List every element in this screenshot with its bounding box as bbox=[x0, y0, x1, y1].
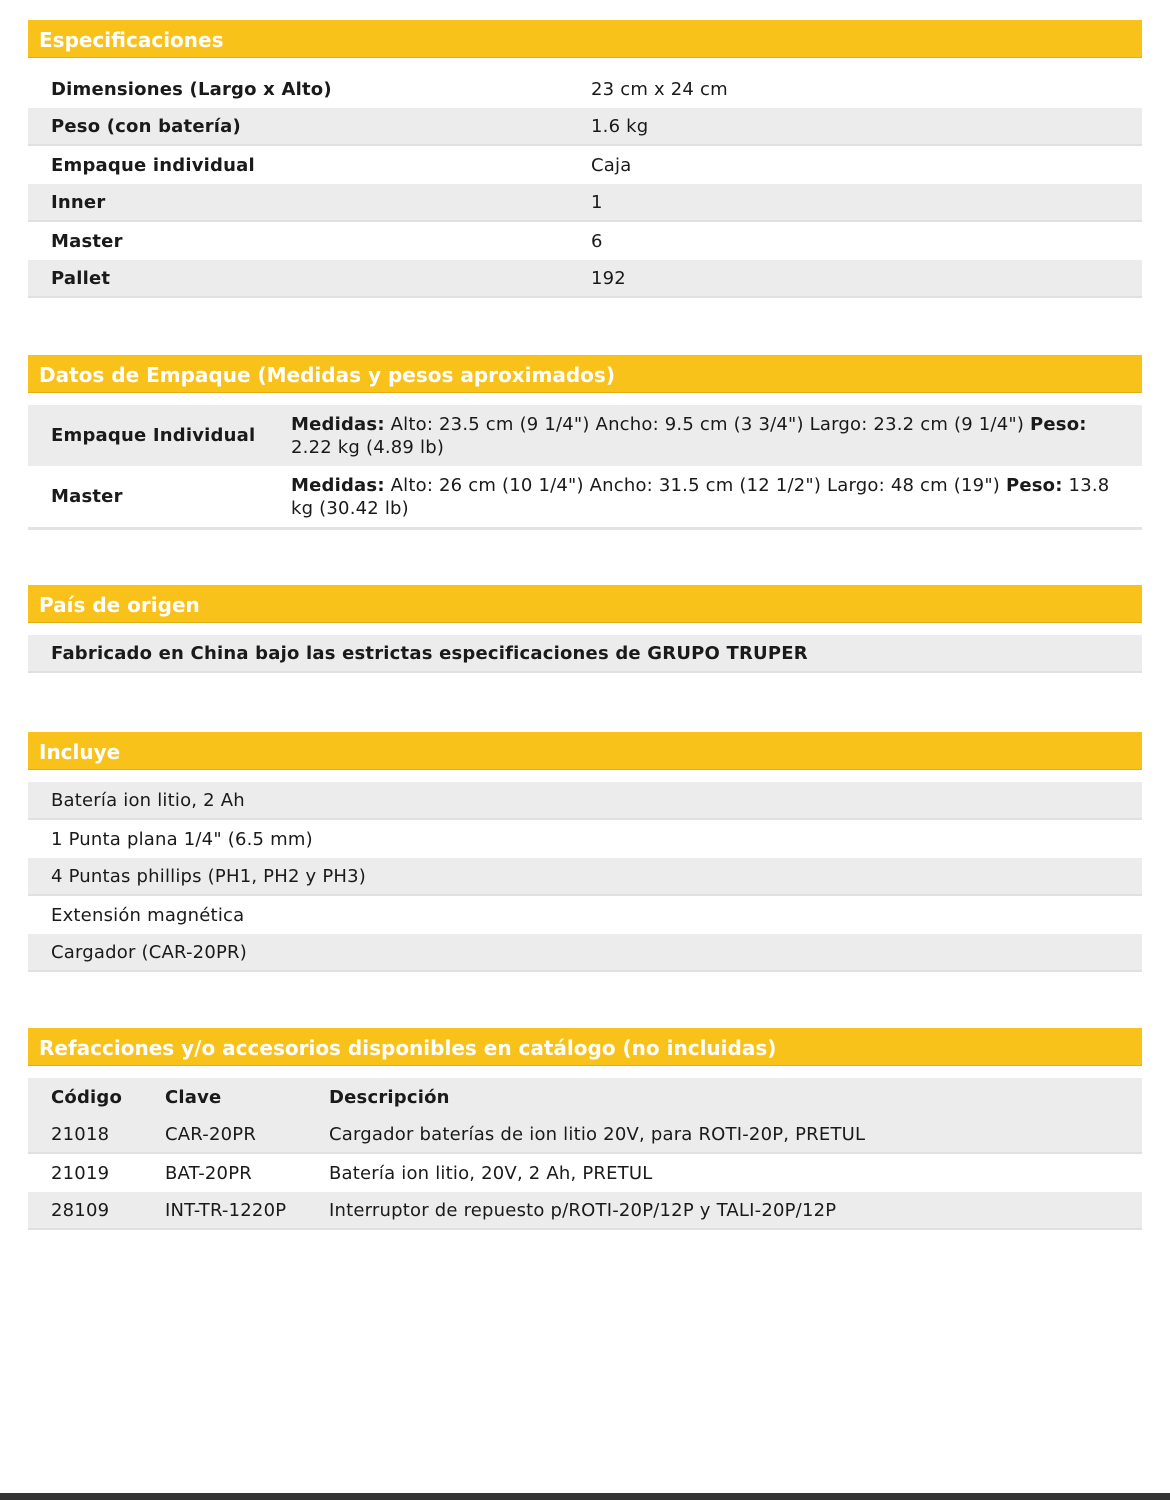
spec-value: 23 cm x 24 cm bbox=[591, 78, 728, 100]
peso-label: Peso: bbox=[1029, 413, 1087, 435]
origen-row bbox=[28, 635, 1142, 673]
especificaciones-section bbox=[28, 20, 1142, 298]
list-item bbox=[28, 782, 1142, 820]
spec-label: Empaque individual bbox=[51, 154, 255, 176]
pack-label: Empaque Individual bbox=[51, 425, 256, 446]
list-item bbox=[28, 934, 1142, 972]
peso-value: 13.8 kg (30.42 lb) bbox=[291, 474, 1110, 519]
spec-label: Pallet bbox=[51, 267, 111, 289]
section-title: Especificaciones bbox=[28, 20, 1142, 58]
peso-value: 2.22 kg (4.89 lb) bbox=[291, 436, 445, 458]
incluye-item: Extensión magnética bbox=[51, 904, 245, 926]
spec-value: 1.6 kg bbox=[591, 115, 649, 137]
spec-row bbox=[28, 222, 1142, 260]
spec-row bbox=[28, 260, 1142, 298]
spec-row bbox=[28, 146, 1142, 184]
spec-label: Dimensiones (Largo x Alto) bbox=[51, 78, 332, 100]
spec-value: 6 bbox=[591, 230, 603, 252]
section-title: Refacciones y/o accesorios disponibles en catálogo (no incluidas) bbox=[28, 1028, 1142, 1066]
peso-label: Peso: bbox=[1005, 474, 1063, 496]
pack-row bbox=[28, 466, 1142, 527]
table-cell: Interruptor de repuesto p/ROTI-20P/12P y TALI-20P/12P bbox=[329, 1199, 837, 1221]
medidas-value: Alto: 26 cm (10 1/4") Ancho: 31.5 cm (12 1/2") Largo: 48 cm (19") bbox=[384, 474, 1006, 496]
divider bbox=[28, 527, 1142, 530]
spec-value: Caja bbox=[591, 154, 632, 176]
pack-value bbox=[291, 413, 1121, 459]
spec-row bbox=[28, 108, 1142, 146]
origen-text: Fabricado en China bajo las estrictas especificaciones de GRUPO TRUPER bbox=[51, 642, 808, 664]
column-header: Descripción bbox=[329, 1086, 450, 1108]
spec-value: 192 bbox=[591, 267, 626, 289]
list-item bbox=[28, 896, 1142, 934]
spec-label: Inner bbox=[51, 191, 106, 213]
spec-label: Master bbox=[51, 230, 123, 252]
footer-bar bbox=[0, 1493, 1170, 1500]
table-row bbox=[28, 1116, 1142, 1154]
table-cell: INT-TR-1220P bbox=[165, 1199, 287, 1221]
medidas-value: Alto: 23.5 cm (9 1/4") Ancho: 9.5 cm (3 3/4") Largo: 23.2 cm (9 1/4") bbox=[384, 413, 1030, 435]
incluye-section bbox=[28, 732, 1142, 972]
incluye-item: Cargador (CAR-20PR) bbox=[51, 941, 247, 963]
table-row bbox=[28, 1192, 1142, 1230]
spec-label: Peso (con batería) bbox=[51, 115, 241, 137]
table-row bbox=[28, 1154, 1142, 1192]
list-item bbox=[28, 858, 1142, 896]
table-cell: Batería ion litio, 20V, 2 Ah, PRETUL bbox=[329, 1162, 653, 1184]
pack-label: Master bbox=[51, 486, 123, 507]
column-header: Código bbox=[51, 1086, 123, 1108]
incluye-item: 4 Puntas phillips (PH1, PH2 y PH3) bbox=[51, 865, 366, 887]
section-title: Datos de Empaque (Medidas y pesos aproximados) bbox=[28, 355, 1142, 393]
table-cell: CAR-20PR bbox=[165, 1123, 257, 1145]
spec-value: 1 bbox=[591, 191, 603, 213]
empaque-section bbox=[28, 355, 1142, 530]
origen-section bbox=[28, 585, 1142, 673]
refacciones-section bbox=[28, 1028, 1142, 1230]
table-cell: 28109 bbox=[51, 1199, 110, 1221]
medidas-label: Medidas: bbox=[291, 413, 385, 435]
spec-row bbox=[28, 70, 1142, 108]
spec-row bbox=[28, 184, 1142, 222]
pack-row bbox=[28, 405, 1142, 466]
section-title: País de origen bbox=[28, 585, 1142, 623]
table-cell: Cargador baterías de ion litio 20V, para ROTI-20P, PRETUL bbox=[329, 1123, 866, 1145]
list-item bbox=[28, 820, 1142, 858]
column-header: Clave bbox=[165, 1086, 222, 1108]
table-cell: 21019 bbox=[51, 1162, 110, 1184]
table-cell: BAT-20PR bbox=[165, 1162, 252, 1184]
pack-value bbox=[291, 474, 1121, 520]
table-header-row bbox=[28, 1078, 1142, 1116]
incluye-item: 1 Punta plana 1/4" (6.5 mm) bbox=[51, 828, 313, 850]
table-cell: 21018 bbox=[51, 1123, 110, 1145]
section-title: Incluye bbox=[28, 732, 1142, 770]
incluye-item: Batería ion litio, 2 Ah bbox=[51, 789, 245, 811]
medidas-label: Medidas: bbox=[291, 474, 385, 496]
